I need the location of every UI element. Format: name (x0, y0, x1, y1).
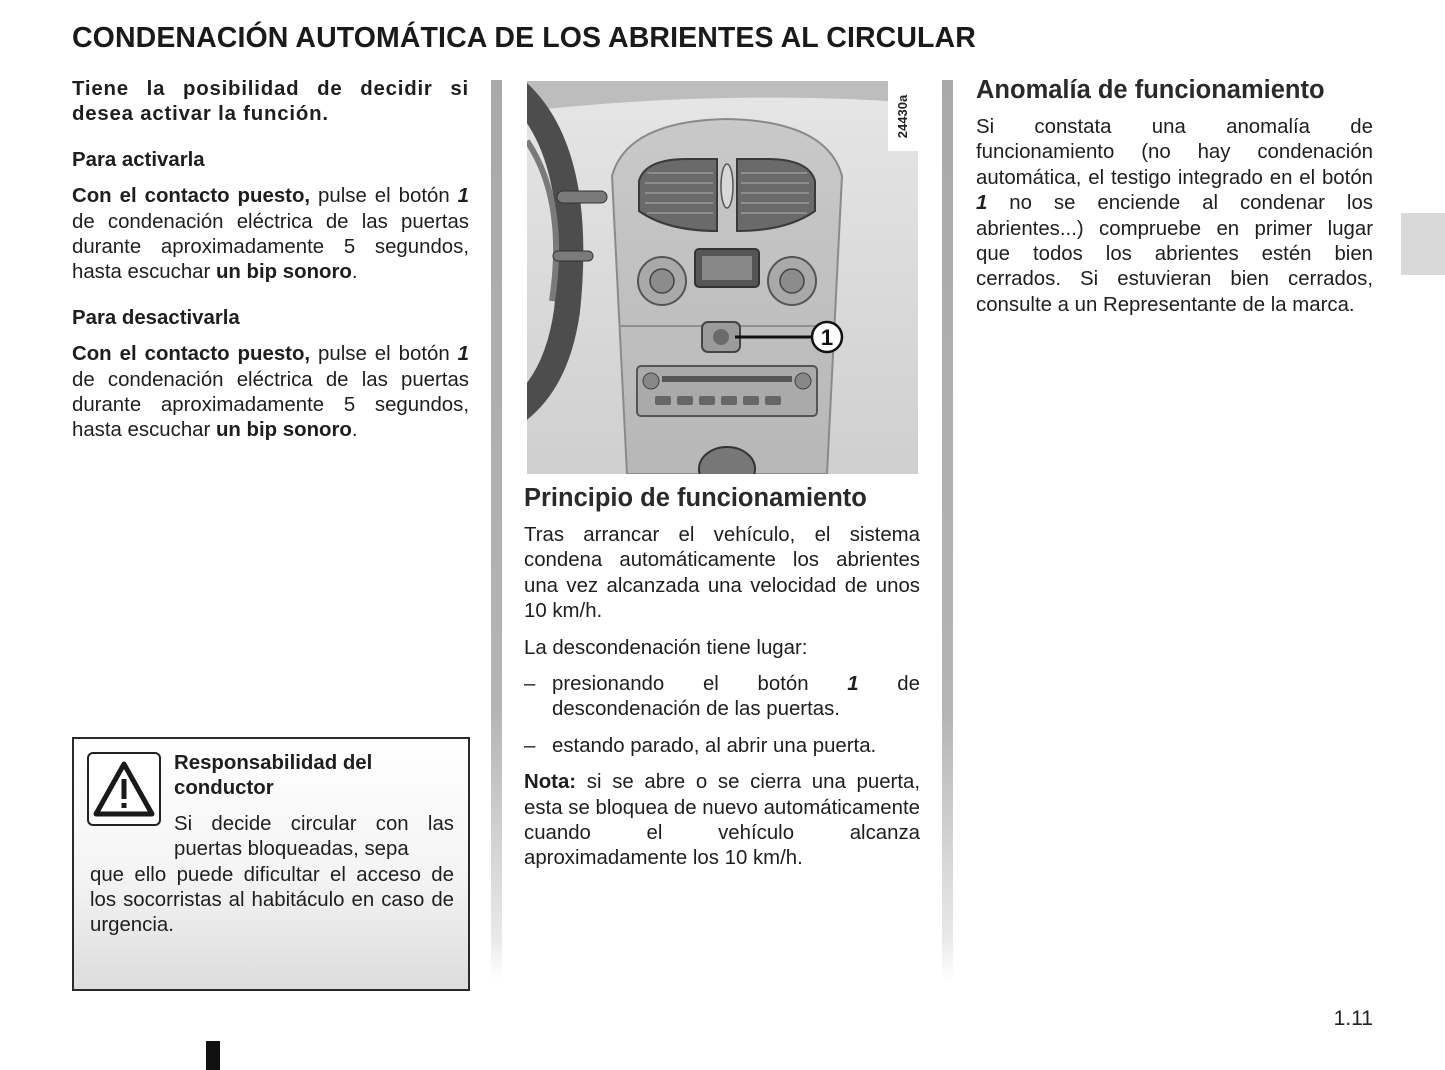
anomaly-heading: Anomalía de funcionamiento (976, 76, 1325, 104)
principle-paragraph-2: La descondenación tiene lugar: (524, 636, 808, 659)
warning-heading: Responsabilidad del conductor (174, 752, 373, 800)
list-item-1-a: presionando el botón (552, 673, 848, 696)
deactivate-end: . (351, 419, 358, 442)
anomaly-text-b: no se enciende al condenar los abrientes...) compruebe en primer lugar que todos los abrientes estén bien cerrados. Si estuvieran bien cerrados, consulte a un Representante de la marca. (976, 192, 1373, 316)
intro-text: Tiene la posibilidad de decidir si desea activar la función. (72, 78, 469, 126)
activate-bold-2: un bip sonoro (215, 261, 352, 284)
anomaly-text-a: Si constata una anomalía de funcionamiento (no hay condenación automática, el testigo integrado en el botón (976, 116, 1373, 189)
section-tab (1401, 213, 1445, 275)
middle-column (524, 483, 920, 883)
activate-text-2: de condenación eléctrica de las puertas durante aproximadamente 5 segundos, hasta escuchar (72, 210, 469, 284)
activate-paragraph (72, 184, 469, 286)
list-item-2-text: estando parado, al abrir una puerta. (552, 734, 877, 757)
list-item-1-number: 1 (847, 673, 859, 696)
left-column (72, 77, 469, 455)
list-item (524, 734, 920, 759)
deactivate-button-number: 1 (457, 343, 470, 366)
figure-code-label (888, 81, 918, 151)
activate-button-number: 1 (457, 185, 470, 208)
column-divider-right (942, 80, 953, 980)
warning-body-rest: que ello puede dificultar el acceso de los socorristas al habitáculo en caso de urgencia. (90, 863, 454, 937)
warning-text (90, 751, 454, 949)
page-number: 1.11 (1333, 1007, 1373, 1030)
list-item (524, 672, 920, 723)
deactivate-bold: Con el contacto puesto, (72, 343, 311, 366)
column-divider-left (491, 80, 502, 980)
deactivate-bold-2: un bip sonoro (215, 419, 352, 442)
deactivate-paragraph (72, 342, 469, 444)
list-dash: – (524, 673, 536, 696)
deactivate-heading: Para desactivarla (72, 306, 240, 329)
page-title: CONDENACIÓN AUTOMÁTICA DE LOS ABRIENTES AL CIRCULAR (72, 22, 976, 54)
dashboard-illustration (527, 81, 918, 474)
warning-box (72, 737, 470, 991)
principle-paragraph-1: Tras arrancar el vehículo, el sistema condena automáticamente los abrientes una vez alcanzada una velocidad de unos 10 km/h. (524, 524, 920, 623)
activate-text-1: pulse el botón (310, 185, 458, 208)
anomaly-button-number: 1 (976, 192, 988, 215)
deactivate-text-1: pulse el botón (310, 343, 458, 366)
list-dash: – (524, 734, 536, 757)
note-paragraph (524, 770, 920, 872)
activate-bold: Con el contacto puesto, (72, 185, 311, 208)
list-item-1-b: de descondenación de las puertas. (552, 673, 920, 721)
figure-code: 24430a (895, 94, 911, 138)
figure-callout-number: 1 (820, 325, 834, 350)
activate-end: . (351, 261, 358, 284)
activate-heading: Para activarla (72, 148, 205, 171)
warning-body-first: Si decide circular con las puertas bloqueadas, sepa (174, 812, 454, 861)
crop-mark (206, 1041, 220, 1070)
deactivate-text-2: de condenación eléctrica de las puertas durante aproximadamente 5 segundos, hasta escuchar (72, 368, 469, 442)
note-text: si se abre o se cierra una puerta, esta se bloquea de nuevo automáticamente cuando el vehículo alcanza aproximadamente los 10 km/h. (524, 771, 920, 870)
anomaly-paragraph (976, 115, 1373, 318)
dashboard-figure (527, 81, 918, 474)
list-item-text (552, 672, 920, 723)
note-label: Nota: (524, 771, 577, 794)
right-column (976, 75, 1373, 329)
principle-heading: Principio de funcionamiento (524, 484, 867, 512)
